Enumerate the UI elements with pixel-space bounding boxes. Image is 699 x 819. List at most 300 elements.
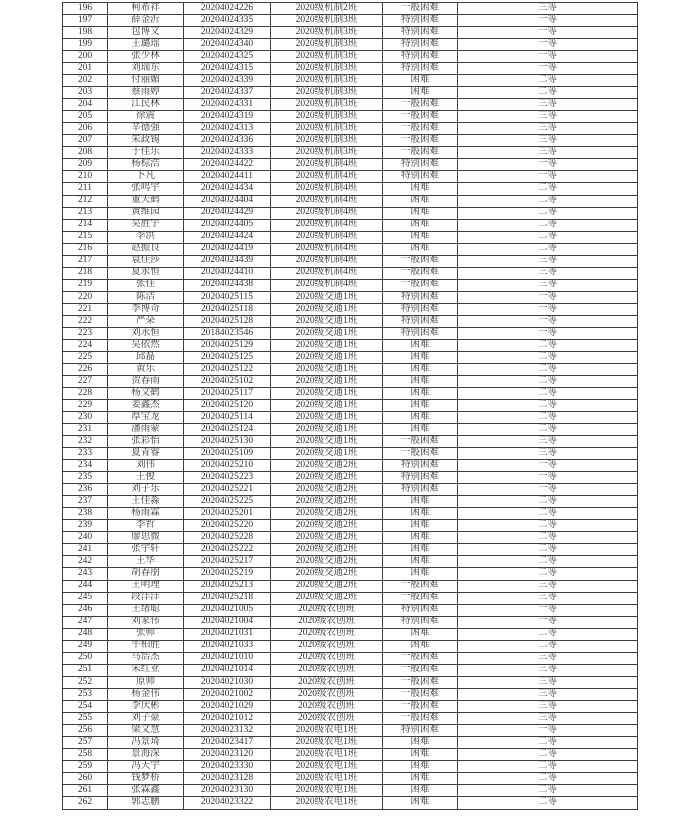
cell-class: 2020级交通1班 <box>271 375 383 387</box>
cell-serial: 245 <box>63 592 108 604</box>
cell-grade: 三等 <box>458 448 638 460</box>
cell-name: 刘永恒 <box>108 327 184 339</box>
cell-student_id: 20204021029 <box>184 700 271 712</box>
cell-student_id: 20204025213 <box>184 580 271 592</box>
cell-name: 辛德强 <box>108 123 184 135</box>
cell-difficulty: 特别困难 <box>383 315 458 327</box>
cell-grade: 三等 <box>458 652 638 664</box>
cell-grade: 一等 <box>458 460 638 472</box>
table-row <box>63 375 638 387</box>
table-row <box>63 736 638 748</box>
cell-name: 邱磊 <box>108 351 184 363</box>
cell-name: 于佳乐 <box>108 147 184 159</box>
cell-difficulty: 一般困难 <box>383 111 458 123</box>
cell-difficulty: 困难 <box>383 748 458 760</box>
cell-grade: 二等 <box>458 628 638 640</box>
cell-grade: 二等 <box>458 351 638 363</box>
cell-serial: 258 <box>63 748 108 760</box>
cell-serial: 236 <box>63 484 108 496</box>
cell-name: 张彩怡 <box>108 436 184 448</box>
cell-grade: 二等 <box>458 556 638 568</box>
cell-difficulty: 特别困难 <box>383 484 458 496</box>
cell-grade: 二等 <box>458 520 638 532</box>
cell-grade: 三等 <box>458 123 638 135</box>
cell-grade: 三等 <box>458 664 638 676</box>
cell-grade: 二等 <box>458 195 638 207</box>
table-row <box>63 3 638 15</box>
cell-difficulty: 一般困难 <box>383 448 458 460</box>
cell-student_id: 20204024439 <box>184 255 271 267</box>
cell-class: 2020级交通2班 <box>271 508 383 520</box>
table-row <box>63 460 638 472</box>
cell-student_id: 20204021014 <box>184 664 271 676</box>
cell-student_id: 20204025114 <box>184 412 271 424</box>
table-row <box>63 640 638 652</box>
cell-class: 2020级农创班 <box>271 640 383 652</box>
cell-class: 2020级交通2班 <box>271 580 383 592</box>
cell-student_id: 20204025210 <box>184 460 271 472</box>
table-row <box>63 472 638 484</box>
cell-student_id: 20204025122 <box>184 363 271 375</box>
cell-serial: 206 <box>63 123 108 135</box>
table-row <box>63 760 638 772</box>
table-row <box>63 279 638 291</box>
cell-student_id: 20204024438 <box>184 279 271 291</box>
cell-serial: 207 <box>63 135 108 147</box>
table-row <box>63 785 638 797</box>
cell-difficulty: 困难 <box>383 363 458 375</box>
cell-name: 王绪聪 <box>108 604 184 616</box>
cell-class: 2020级机制3班 <box>271 39 383 51</box>
cell-class: 2020级机制4班 <box>271 207 383 219</box>
cell-student_id: 20204024404 <box>184 195 271 207</box>
table-row <box>63 291 638 303</box>
cell-class: 2020级农创班 <box>271 616 383 628</box>
cell-name: 吴依然 <box>108 339 184 351</box>
cell-grade: 一等 <box>458 51 638 63</box>
cell-class: 2020级机制3班 <box>271 99 383 111</box>
cell-name: 薛金沂 <box>108 15 184 27</box>
cell-student_id: 20204025129 <box>184 339 271 351</box>
cell-class: 2020级农创班 <box>271 628 383 640</box>
cell-class: 2020级机制4班 <box>271 267 383 279</box>
cell-name: 朱红亚 <box>108 664 184 676</box>
cell-name: 原帅 <box>108 676 184 688</box>
cell-difficulty: 一般困难 <box>383 688 458 700</box>
cell-difficulty: 一般困难 <box>383 279 458 291</box>
cell-serial: 217 <box>63 255 108 267</box>
table-row <box>63 616 638 628</box>
cell-name: 柯希祥 <box>108 3 184 15</box>
cell-name: 王俊 <box>108 472 184 484</box>
cell-difficulty: 一般困难 <box>383 664 458 676</box>
cell-difficulty: 困难 <box>383 75 458 87</box>
cell-grade: 二等 <box>458 219 638 231</box>
cell-serial: 262 <box>63 797 108 810</box>
table-row <box>63 508 638 520</box>
table-row <box>63 436 638 448</box>
cell-class: 2020级交通2班 <box>271 556 383 568</box>
cell-grade: 三等 <box>458 436 638 448</box>
cell-serial: 249 <box>63 640 108 652</box>
cell-difficulty: 困难 <box>383 544 458 556</box>
cell-serial: 256 <box>63 724 108 736</box>
cell-serial: 198 <box>63 27 108 39</box>
cell-name: 刘家伟 <box>108 616 184 628</box>
cell-class: 2020级农创班 <box>271 712 383 724</box>
cell-name: 钱梦桥 <box>108 773 184 785</box>
cell-student_id: 20204024329 <box>184 27 271 39</box>
cell-class: 2020级交通1班 <box>271 291 383 303</box>
cell-grade: 二等 <box>458 568 638 580</box>
cell-difficulty: 困难 <box>383 400 458 412</box>
cell-serial: 210 <box>63 171 108 183</box>
table-row <box>63 664 638 676</box>
cell-serial: 219 <box>63 279 108 291</box>
cell-name: 夏青睿 <box>108 448 184 460</box>
cell-difficulty: 困难 <box>383 183 458 195</box>
cell-serial: 231 <box>63 424 108 436</box>
cell-difficulty: 特别困难 <box>383 303 458 315</box>
cell-grade: 二等 <box>458 736 638 748</box>
cell-difficulty: 困难 <box>383 339 458 351</box>
cell-serial: 221 <box>63 303 108 315</box>
table-row <box>63 604 638 616</box>
table-row <box>63 159 638 171</box>
cell-difficulty: 一般困难 <box>383 3 458 15</box>
table-row <box>63 773 638 785</box>
cell-serial: 252 <box>63 676 108 688</box>
cell-difficulty: 特别困难 <box>383 327 458 339</box>
cell-name: 董天鹤 <box>108 195 184 207</box>
cell-student_id: 20204024336 <box>184 135 271 147</box>
cell-name: 张佳 <box>108 279 184 291</box>
cell-serial: 235 <box>63 472 108 484</box>
cell-class: 2020级机制4班 <box>271 219 383 231</box>
cell-name: 张鸣宇 <box>108 183 184 195</box>
table-row <box>63 39 638 51</box>
cell-serial: 240 <box>63 532 108 544</box>
table-row <box>63 688 638 700</box>
cell-difficulty: 困难 <box>383 556 458 568</box>
table-row <box>63 424 638 436</box>
cell-serial: 251 <box>63 664 108 676</box>
cell-name: 杨棕浩 <box>108 159 184 171</box>
cell-class: 2020级交通1班 <box>271 400 383 412</box>
table-row <box>63 147 638 159</box>
cell-class: 2020级机制3班 <box>271 51 383 63</box>
cell-grade: 三等 <box>458 592 638 604</box>
table-row <box>63 339 638 351</box>
cell-class: 2020级机制4班 <box>271 183 383 195</box>
cell-serial: 248 <box>63 628 108 640</box>
table-row <box>63 700 638 712</box>
cell-student_id: 20204024319 <box>184 111 271 123</box>
cell-name: 陈洁 <box>108 291 184 303</box>
cell-class: 2020级交通2班 <box>271 592 383 604</box>
cell-serial: 228 <box>63 388 108 400</box>
cell-student_id: 20204025228 <box>184 532 271 544</box>
cell-serial: 204 <box>63 99 108 111</box>
cell-serial: 214 <box>63 219 108 231</box>
cell-grade: 二等 <box>458 797 638 810</box>
cell-grade: 一等 <box>458 27 638 39</box>
cell-difficulty: 困难 <box>383 219 458 231</box>
cell-difficulty: 困难 <box>383 508 458 520</box>
cell-student_id: 20204025219 <box>184 568 271 580</box>
table-row <box>63 520 638 532</box>
cell-class: 2020级农创班 <box>271 652 383 664</box>
cell-student_id: 20204025125 <box>184 351 271 363</box>
cell-serial: 203 <box>63 87 108 99</box>
table-row <box>63 712 638 724</box>
cell-class: 2020级农创班 <box>271 604 383 616</box>
cell-student_id: 20204023322 <box>184 797 271 810</box>
cell-name: 严朵 <box>108 315 184 327</box>
table-row <box>63 255 638 267</box>
cell-difficulty: 特别困难 <box>383 460 458 472</box>
cell-difficulty: 困难 <box>383 231 458 243</box>
cell-student_id: 20204024313 <box>184 123 271 135</box>
cell-student_id: 20204024226 <box>184 3 271 15</box>
cell-student_id: 20204023132 <box>184 724 271 736</box>
cell-student_id: 20204024429 <box>184 207 271 219</box>
cell-grade: 一等 <box>458 303 638 315</box>
cell-difficulty: 困难 <box>383 207 458 219</box>
cell-name: 张帅 <box>108 628 184 640</box>
cell-class: 2020级交通2班 <box>271 460 383 472</box>
cell-serial: 197 <box>63 15 108 27</box>
table-row <box>63 267 638 279</box>
cell-serial: 233 <box>63 448 108 460</box>
cell-class: 2020级交通1班 <box>271 388 383 400</box>
cell-grade: 二等 <box>458 375 638 387</box>
cell-difficulty: 特别困难 <box>383 472 458 484</box>
table-row <box>63 363 638 375</box>
table-row <box>63 652 638 664</box>
table-row <box>63 676 638 688</box>
cell-serial: 238 <box>63 508 108 520</box>
cell-student_id: 20204024434 <box>184 183 271 195</box>
cell-difficulty: 困难 <box>383 375 458 387</box>
cell-difficulty: 一般困难 <box>383 712 458 724</box>
cell-grade: 二等 <box>458 400 638 412</box>
cell-name: 李洪 <box>108 231 184 243</box>
cell-serial: 225 <box>63 351 108 363</box>
cell-name: 张少林 <box>108 51 184 63</box>
cell-student_id: 20204025201 <box>184 508 271 520</box>
cell-student_id: 20204024339 <box>184 75 271 87</box>
cell-class: 2020级机制3班 <box>271 123 383 135</box>
cell-name: 袁佳莎 <box>108 255 184 267</box>
cell-difficulty: 特别困难 <box>383 171 458 183</box>
cell-grade: 一等 <box>458 315 638 327</box>
cell-serial: 237 <box>63 496 108 508</box>
cell-student_id: 20204025225 <box>184 496 271 508</box>
cell-student_id: 20204024419 <box>184 243 271 255</box>
table-row <box>63 544 638 556</box>
cell-name: 郭志鹏 <box>108 797 184 810</box>
cell-student_id: 20204024315 <box>184 63 271 75</box>
table-row <box>63 388 638 400</box>
cell-name: 段洋洋 <box>108 592 184 604</box>
cell-name: 杨雨霖 <box>108 508 184 520</box>
cell-student_id: 20204024410 <box>184 267 271 279</box>
cell-difficulty: 困难 <box>383 424 458 436</box>
cell-difficulty: 特别困难 <box>383 15 458 27</box>
cell-serial: 200 <box>63 51 108 63</box>
cell-name: 夏永恒 <box>108 267 184 279</box>
cell-class: 2020级农电1班 <box>271 736 383 748</box>
cell-class: 2020级交通1班 <box>271 363 383 375</box>
cell-name: 景海深 <box>108 748 184 760</box>
cell-student_id: 20204024422 <box>184 159 271 171</box>
cell-difficulty: 困难 <box>383 351 458 363</box>
cell-name: 黄乐 <box>108 363 184 375</box>
cell-grade: 一等 <box>458 291 638 303</box>
cell-difficulty: 困难 <box>383 797 458 810</box>
cell-serial: 234 <box>63 460 108 472</box>
cell-difficulty: 困难 <box>383 568 458 580</box>
cell-class: 2020级机制4班 <box>271 243 383 255</box>
cell-student_id: 20204024335 <box>184 15 271 27</box>
cell-grade: 二等 <box>458 207 638 219</box>
cell-grade: 三等 <box>458 3 638 15</box>
cell-class: 2020级交通1班 <box>271 448 383 460</box>
cell-serial: 229 <box>63 400 108 412</box>
cell-class: 2020级交通2班 <box>271 484 383 496</box>
cell-grade: 一等 <box>458 472 638 484</box>
cell-grade: 二等 <box>458 243 638 255</box>
cell-difficulty: 困难 <box>383 412 458 424</box>
cell-class: 2020级机制3班 <box>271 75 383 87</box>
cell-difficulty: 困难 <box>383 640 458 652</box>
cell-serial: 215 <box>63 231 108 243</box>
cell-difficulty: 特别困难 <box>383 159 458 171</box>
cell-class: 2020级交通2班 <box>271 472 383 484</box>
cell-student_id: 20204025120 <box>184 400 271 412</box>
cell-serial: 222 <box>63 315 108 327</box>
cell-class: 2020级交通2班 <box>271 520 383 532</box>
cell-difficulty: 困难 <box>383 87 458 99</box>
cell-grade: 二等 <box>458 183 638 195</box>
cell-class: 2020级交通1班 <box>271 351 383 363</box>
cell-serial: 243 <box>63 568 108 580</box>
table-row <box>63 351 638 363</box>
cell-student_id: 20204021010 <box>184 652 271 664</box>
cell-grade: 二等 <box>458 75 638 87</box>
cell-name: 胡春朋 <box>108 568 184 580</box>
cell-name: 刘子乐 <box>108 484 184 496</box>
cell-grade: 一等 <box>458 327 638 339</box>
cell-grade: 一等 <box>458 159 638 171</box>
cell-student_id: 20204025115 <box>184 291 271 303</box>
table-row <box>63 207 638 219</box>
cell-serial: 260 <box>63 773 108 785</box>
cell-name: 付丽媚 <box>108 75 184 87</box>
cell-difficulty: 困难 <box>383 243 458 255</box>
cell-serial: 244 <box>63 580 108 592</box>
cell-grade: 一等 <box>458 15 638 27</box>
cell-difficulty: 一般困难 <box>383 580 458 592</box>
cell-difficulty: 一般困难 <box>383 267 458 279</box>
table-row <box>63 15 638 27</box>
cell-serial: 196 <box>63 3 108 15</box>
cell-class: 2020级农电1班 <box>271 797 383 810</box>
cell-student_id: 20204025109 <box>184 448 271 460</box>
cell-grade: 三等 <box>458 580 638 592</box>
table-row <box>63 63 638 75</box>
cell-serial: 247 <box>63 616 108 628</box>
cell-difficulty: 一般困难 <box>383 436 458 448</box>
cell-difficulty: 一般困难 <box>383 123 458 135</box>
cell-grade: 二等 <box>458 640 638 652</box>
cell-student_id: 20204024340 <box>184 39 271 51</box>
cell-serial: 259 <box>63 760 108 772</box>
cell-grade: 二等 <box>458 748 638 760</box>
table-row <box>63 183 638 195</box>
cell-serial: 230 <box>63 412 108 424</box>
cell-grade: 一等 <box>458 63 638 75</box>
table-row <box>63 484 638 496</box>
cell-student_id: 20204021031 <box>184 628 271 640</box>
cell-grade: 二等 <box>458 363 638 375</box>
cell-class: 2020级农电1班 <box>271 785 383 797</box>
cell-grade: 二等 <box>458 532 638 544</box>
cell-student_id: 20204025218 <box>184 592 271 604</box>
cell-difficulty: 困难 <box>383 520 458 532</box>
cell-class: 2020级机制2班 <box>271 3 383 15</box>
cell-difficulty: 困难 <box>383 532 458 544</box>
cell-name: 牛柏胜 <box>108 640 184 652</box>
table-row <box>63 448 638 460</box>
cell-name: 厚宝龙 <box>108 412 184 424</box>
table-row <box>63 75 638 87</box>
cell-grade: 二等 <box>458 760 638 772</box>
table-row <box>63 51 638 63</box>
cell-serial: 202 <box>63 75 108 87</box>
cell-grade: 三等 <box>458 700 638 712</box>
cell-class: 2020级交通1班 <box>271 436 383 448</box>
cell-student_id: 20204023120 <box>184 748 271 760</box>
cell-serial: 223 <box>63 327 108 339</box>
cell-grade: 一等 <box>458 616 638 628</box>
table-row <box>63 568 638 580</box>
cell-class: 2020级机制3班 <box>271 15 383 27</box>
cell-serial: 253 <box>63 688 108 700</box>
table-row <box>63 243 638 255</box>
cell-class: 2020级交通2班 <box>271 544 383 556</box>
cell-serial: 224 <box>63 339 108 351</box>
cell-name: 江民林 <box>108 99 184 111</box>
cell-student_id: 20204025118 <box>184 303 271 315</box>
cell-class: 2020级交通1班 <box>271 424 383 436</box>
cell-student_id: 20204023330 <box>184 760 271 772</box>
cell-student_id: 20204021033 <box>184 640 271 652</box>
cell-name: 王璐瑶 <box>108 39 184 51</box>
table-row <box>63 797 638 810</box>
cell-class: 2020级机制3班 <box>271 27 383 39</box>
cell-student_id: 20204021012 <box>184 712 271 724</box>
cell-name: 马浩杰 <box>108 652 184 664</box>
cell-grade: 三等 <box>458 111 638 123</box>
table-row <box>63 87 638 99</box>
cell-difficulty: 一般困难 <box>383 147 458 159</box>
cell-difficulty: 一般困难 <box>383 700 458 712</box>
cell-difficulty: 一般困难 <box>383 652 458 664</box>
cell-grade: 一等 <box>458 484 638 496</box>
cell-difficulty: 困难 <box>383 388 458 400</box>
